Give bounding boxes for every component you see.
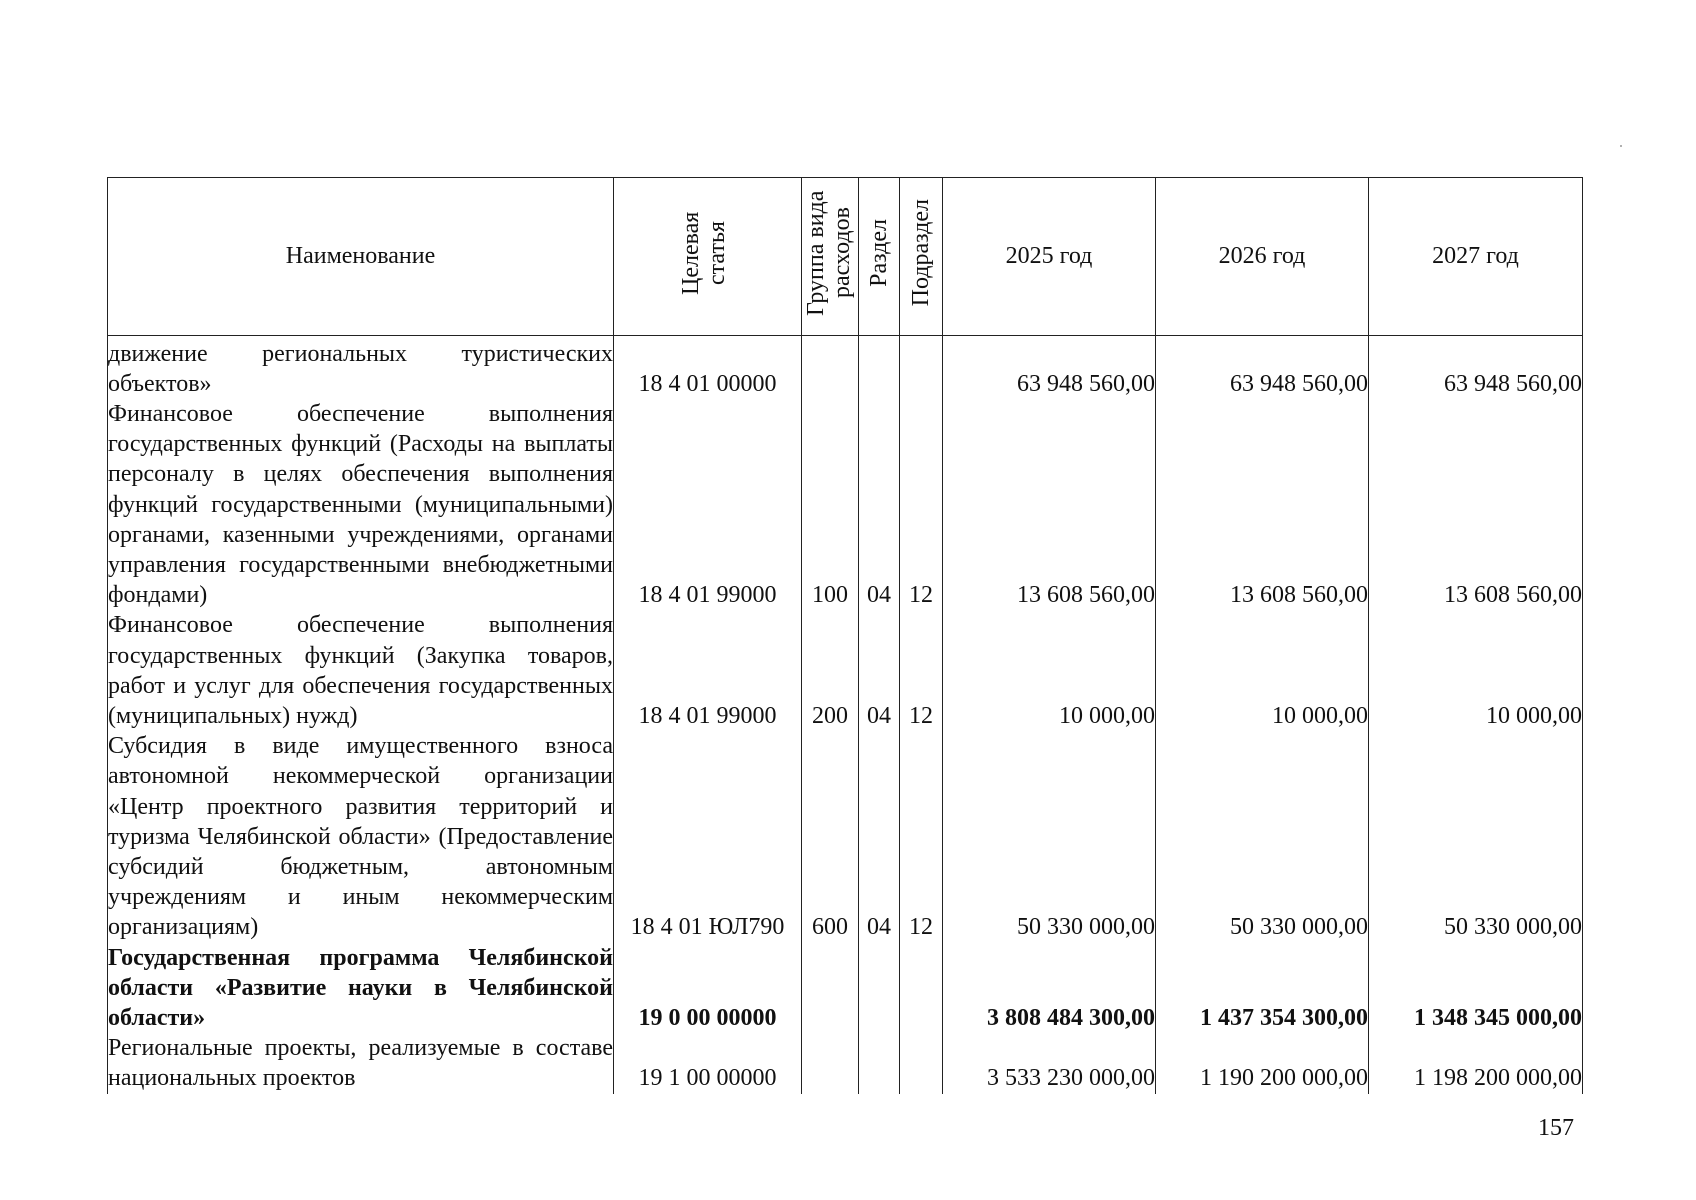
row-group bbox=[802, 943, 859, 1034]
row-2026: 63 948 560,00 bbox=[1156, 336, 1369, 400]
row-name: Субсидия в виде имущественного взноса автономной некоммерческой организации «Центр проектного развития территорий и туризма Челябинской области» (Предоставление субсидий бюджетным, автономным учреждениям и иным некоммерческим организациям) bbox=[108, 731, 614, 942]
table-row bbox=[108, 610, 1583, 731]
row-2025: 63 948 560,00 bbox=[943, 336, 1156, 400]
header-section-label: Раздел bbox=[866, 219, 892, 287]
row-2026: 50 330 000,00 bbox=[1156, 731, 1369, 942]
row-subsection: 12 bbox=[900, 610, 943, 731]
row-group bbox=[802, 336, 859, 400]
scan-speck bbox=[1620, 145, 1622, 147]
row-target: 19 0 00 00000 bbox=[614, 943, 802, 1034]
table-row-program bbox=[108, 943, 1583, 1034]
table-row bbox=[108, 336, 1583, 400]
row-name: Финансовое обеспечение выполнения государственных функций (Закупка товаров, работ и услуг для обеспечения государственных (муниципальных) нужд) bbox=[108, 610, 614, 731]
header-group-label: Группа вида расходов bbox=[803, 190, 855, 316]
row-section bbox=[859, 1033, 900, 1093]
row-2026: 13 608 560,00 bbox=[1156, 399, 1369, 610]
table-row bbox=[108, 399, 1583, 610]
row-name: движение региональных туристических объектов» bbox=[108, 336, 614, 400]
row-2027: 13 608 560,00 bbox=[1369, 399, 1583, 610]
row-group: 100 bbox=[802, 399, 859, 610]
row-2027: 1 198 200 000,00 bbox=[1369, 1033, 1583, 1093]
row-name: Государственная программа Челябинской области «Развитие науки в Челябинской области» bbox=[108, 943, 614, 1034]
row-group: 600 bbox=[802, 731, 859, 942]
row-subsection: 12 bbox=[900, 399, 943, 610]
row-subsection bbox=[900, 336, 943, 400]
header-row bbox=[108, 178, 1583, 336]
header-subsection bbox=[900, 178, 943, 336]
row-2027: 10 000,00 bbox=[1369, 610, 1583, 731]
row-target: 18 4 01 99000 bbox=[614, 610, 802, 731]
page-number: 157 bbox=[1538, 1115, 1574, 1141]
row-section: 04 bbox=[859, 399, 900, 610]
row-2027: 63 948 560,00 bbox=[1369, 336, 1583, 400]
row-2026: 1 190 200 000,00 bbox=[1156, 1033, 1369, 1093]
row-target: 18 4 01 99000 bbox=[614, 399, 802, 610]
row-section bbox=[859, 943, 900, 1034]
row-2026: 10 000,00 bbox=[1156, 610, 1369, 731]
header-target bbox=[614, 178, 802, 336]
row-2027: 50 330 000,00 bbox=[1369, 731, 1583, 942]
row-target: 19 1 00 00000 bbox=[614, 1033, 802, 1093]
row-2025: 13 608 560,00 bbox=[943, 399, 1156, 610]
row-group bbox=[802, 1033, 859, 1093]
header-2025: 2025 год bbox=[943, 178, 1156, 336]
budget-table bbox=[107, 177, 1583, 1094]
table-row bbox=[108, 731, 1583, 942]
row-group: 200 bbox=[802, 610, 859, 731]
header-subsection-label: Подраздел bbox=[908, 199, 934, 307]
row-2025: 50 330 000,00 bbox=[943, 731, 1156, 942]
row-subsection: 12 bbox=[900, 731, 943, 942]
row-target: 18 4 01 ЮЛ790 bbox=[614, 731, 802, 942]
header-target-label: Целевая статья bbox=[677, 211, 730, 295]
row-2025: 3 808 484 300,00 bbox=[943, 943, 1156, 1034]
row-2025: 3 533 230 000,00 bbox=[943, 1033, 1156, 1093]
header-section bbox=[859, 178, 900, 336]
row-section: 04 bbox=[859, 731, 900, 942]
row-2025: 10 000,00 bbox=[943, 610, 1156, 731]
row-target: 18 4 01 00000 bbox=[614, 336, 802, 400]
row-name: Финансовое обеспечение выполнения государственных функций (Расходы на выплаты персоналу в целях обеспечения выполнения функций государственными (муниципальными) органами, казенными учреждениями, органами управления государственными внебюджетными фондами) bbox=[108, 399, 614, 610]
row-name: Региональные проекты, реализуемые в составе национальных проектов bbox=[108, 1033, 614, 1093]
row-section: 04 bbox=[859, 610, 900, 731]
row-subsection bbox=[900, 943, 943, 1034]
row-section bbox=[859, 336, 900, 400]
header-2026: 2026 год bbox=[1156, 178, 1369, 336]
header-2027: 2027 год bbox=[1369, 178, 1583, 336]
header-name: Наименование bbox=[108, 178, 614, 336]
row-subsection bbox=[900, 1033, 943, 1093]
header-group bbox=[802, 178, 859, 336]
table-row bbox=[108, 1033, 1583, 1093]
row-2026: 1 437 354 300,00 bbox=[1156, 943, 1369, 1034]
row-2027: 1 348 345 000,00 bbox=[1369, 943, 1583, 1034]
